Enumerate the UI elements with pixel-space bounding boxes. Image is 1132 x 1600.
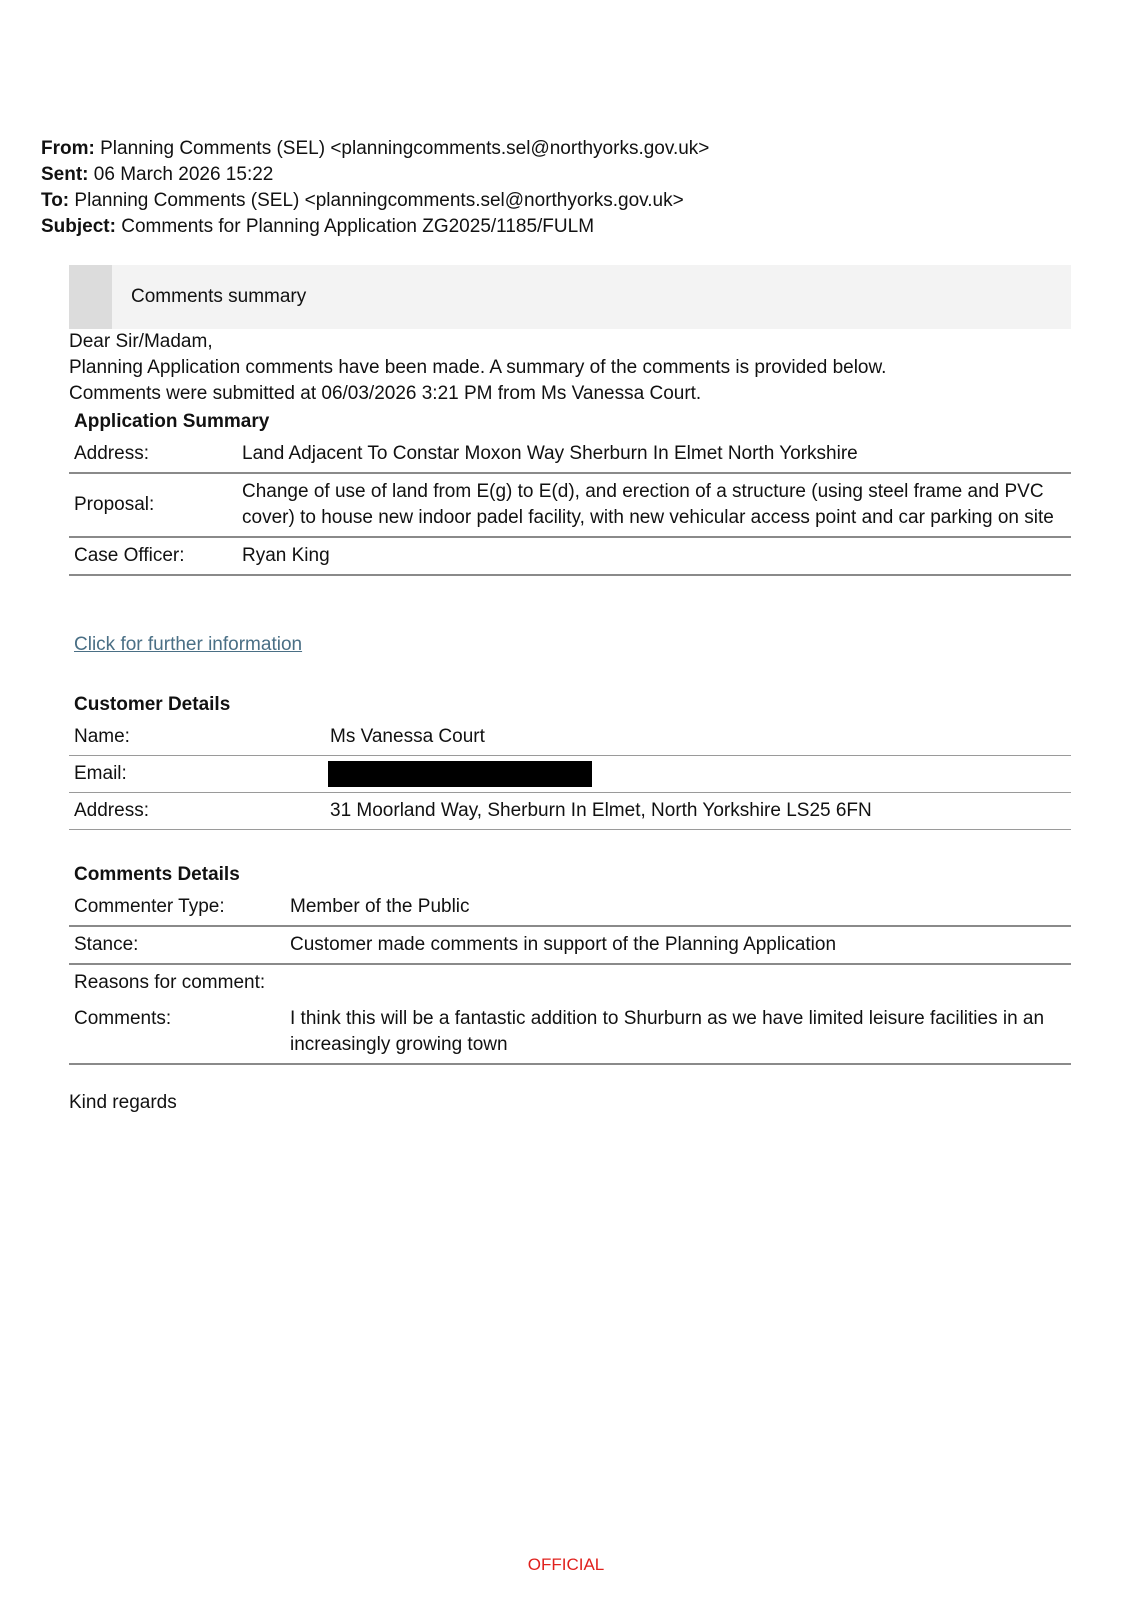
- subject-line: [41, 214, 1081, 240]
- comments-summary-banner: [69, 265, 1071, 329]
- row-value: Member of the Public: [285, 889, 1071, 926]
- from-value: Planning Comments (SEL) <planningcomments.sel@northyorks.gov.uk>: [100, 138, 710, 159]
- table-row: [69, 964, 1071, 1001]
- row-label: Name:: [69, 719, 325, 756]
- row-value: I think this will be a fantastic addition to Shurburn as we have limited leisure facilities in an increasingly growing town: [285, 1001, 1071, 1064]
- table-row: [69, 436, 1071, 473]
- row-label: Stance:: [69, 926, 285, 964]
- comments-details-table: [69, 889, 1071, 1065]
- email-header: [41, 136, 1081, 240]
- intro-line-1: Planning Application comments have been made. A summary of the comments is provided below.: [69, 357, 887, 378]
- row-label: Address:: [69, 436, 237, 473]
- table-row: [69, 889, 1071, 926]
- greeting: Dear Sir/Madam,: [69, 331, 213, 352]
- row-label: Comments:: [69, 1001, 285, 1064]
- row-label: Proposal:: [69, 473, 237, 537]
- row-label: Email:: [69, 756, 325, 793]
- sent-line: [41, 162, 1081, 188]
- row-value: Change of use of land from E(g) to E(d), and erection of a structure (using steel frame and PVC cover) to house new indoor padel facility, with new vehicular access point and car parking on site: [237, 473, 1071, 537]
- further-information-link[interactable]: Click for further information: [74, 634, 303, 655]
- from-line: [41, 136, 1081, 162]
- subject-value: Comments for Planning Application ZG2025/1185/FULM: [121, 216, 595, 237]
- sent-label: Sent:: [41, 164, 89, 185]
- email-redaction: [328, 761, 592, 787]
- row-value: [325, 756, 1071, 793]
- to-line: [41, 188, 1081, 214]
- table-row: [69, 473, 1071, 537]
- row-label: Case Officer:: [69, 537, 237, 575]
- application-summary-title: Application Summary: [74, 411, 270, 432]
- table-row: [69, 926, 1071, 964]
- closing-text: Kind regards: [69, 1092, 177, 1113]
- customer-details-title: Customer Details: [74, 694, 231, 715]
- row-label: Reasons for comment:: [74, 972, 266, 993]
- row-value: [285, 964, 1071, 1001]
- row-value: 31 Moorland Way, Sherburn In Elmet, North Yorkshire LS25 6FN: [325, 793, 1071, 830]
- classification-footer: OFFICIAL: [527, 1555, 605, 1574]
- sent-value: 06 March 2026 15:22: [93, 164, 274, 185]
- application-summary-table: [69, 436, 1071, 576]
- to-label: To:: [41, 190, 70, 211]
- table-row: [69, 756, 1071, 793]
- table-row: [69, 793, 1071, 830]
- row-value: Ryan King: [237, 537, 1071, 575]
- row-label: Commenter Type:: [69, 889, 285, 926]
- subject-label: Subject:: [41, 216, 116, 237]
- row-value: Customer made comments in support of the Planning Application: [285, 926, 1071, 964]
- row-value: Ms Vanessa Court: [325, 719, 1071, 756]
- row-label: Address:: [69, 793, 325, 830]
- banner-accent: [69, 265, 112, 329]
- table-row: [69, 1001, 1071, 1064]
- table-row: [69, 719, 1071, 756]
- intro-line-2: Comments were submitted at 06/03/2026 3:21 PM from Ms Vanessa Court.: [69, 383, 702, 404]
- row-value: Land Adjacent To Constar Moxon Way Sherburn In Elmet North Yorkshire: [237, 436, 1071, 473]
- from-label: From:: [41, 138, 95, 159]
- to-value: Planning Comments (SEL) <planningcomments.sel@northyorks.gov.uk>: [74, 190, 684, 211]
- customer-details-table: [69, 719, 1071, 830]
- comments-details-title: Comments Details: [74, 864, 240, 885]
- table-row: [69, 537, 1071, 575]
- intro-text: [69, 329, 1071, 407]
- banner-title: Comments summary: [131, 286, 307, 307]
